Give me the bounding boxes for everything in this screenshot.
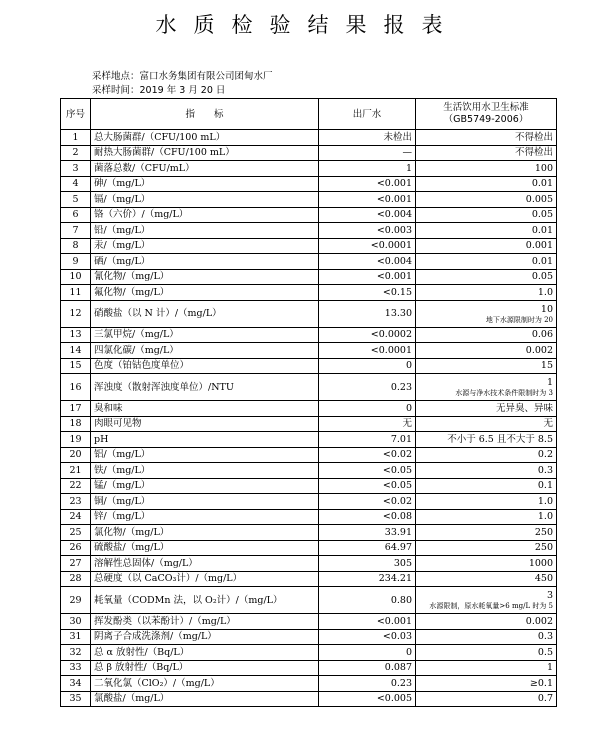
table-row	[61, 571, 557, 587]
row-number: 32	[61, 645, 91, 661]
row-standard: 无异臭、异味	[416, 401, 557, 417]
row-number: 20	[61, 447, 91, 463]
row-standard: 0.3	[416, 463, 557, 479]
row-number: 13	[61, 327, 91, 343]
table-row	[61, 660, 557, 676]
row-item: 三氯甲烷/（mg/L）	[91, 327, 319, 343]
row-outlet-value: <0.001	[319, 269, 416, 285]
row-number: 22	[61, 478, 91, 494]
row-item: 阴离子合成洗涤剂/（mg/L）	[91, 629, 319, 645]
table-row	[61, 343, 557, 359]
row-standard: 0.05	[416, 207, 557, 223]
row-outlet-value: 33.91	[319, 525, 416, 541]
row-item: 铁/（mg/L）	[91, 463, 319, 479]
row-item: 总 β 放射性/（Bq/L）	[91, 660, 319, 676]
table-row	[61, 509, 557, 525]
table-header-row	[61, 99, 557, 130]
row-number: 25	[61, 525, 91, 541]
row-number: 17	[61, 401, 91, 417]
row-item: 锰/（mg/L）	[91, 478, 319, 494]
row-item: 总硬度（以 CaCO₃计）/（mg/L）	[91, 571, 319, 587]
row-standard: 0.005	[416, 192, 557, 208]
table-row	[61, 300, 557, 327]
table-row	[61, 525, 557, 541]
row-item: 二氧化氯（ClO₂）/（mg/L）	[91, 676, 319, 692]
row-outlet-value: 0.80	[319, 587, 416, 614]
table-row	[61, 540, 557, 556]
row-number: 15	[61, 358, 91, 374]
row-outlet-value: 234.21	[319, 571, 416, 587]
row-number: 4	[61, 176, 91, 192]
row-standard: 1.0	[416, 509, 557, 525]
header-item: 指 标	[91, 99, 319, 130]
row-outlet-value: 0	[319, 645, 416, 661]
table-row	[61, 130, 557, 146]
row-standard: 0.5	[416, 645, 557, 661]
row-number: 10	[61, 269, 91, 285]
row-standard: 1.0	[416, 285, 557, 301]
row-number: 11	[61, 285, 91, 301]
row-number: 2	[61, 145, 91, 161]
row-outlet-value: <0.05	[319, 463, 416, 479]
row-item: 氰化物/（mg/L）	[91, 269, 319, 285]
row-number: 14	[61, 343, 91, 359]
table-row	[61, 629, 557, 645]
row-outlet-value: <0.15	[319, 285, 416, 301]
row-standard: 250	[416, 540, 557, 556]
row-standard-note: 水源与净水技术条件限制时为 3	[455, 389, 553, 397]
table-row	[61, 176, 557, 192]
row-outlet-value: 0	[319, 401, 416, 417]
row-number: 7	[61, 223, 91, 239]
row-item: 肉眼可见物	[91, 416, 319, 432]
row-outlet-value: <0.03	[319, 629, 416, 645]
row-standard: 1	[416, 660, 557, 676]
row-outlet-value: 0.23	[319, 374, 416, 401]
table-row	[61, 645, 557, 661]
table-row	[61, 556, 557, 572]
row-number: 21	[61, 463, 91, 479]
header-standard-line2: （GB5749-2006）	[443, 114, 529, 125]
row-number: 3	[61, 161, 91, 177]
row-item: 镉/（mg/L）	[91, 192, 319, 208]
row-standard: 不得检出	[416, 145, 557, 161]
table-row	[61, 494, 557, 510]
row-number: 9	[61, 254, 91, 270]
table-row	[61, 254, 557, 270]
row-item: 耗氧量（CODMn 法，以 O₂计）/（mg/L）	[91, 587, 319, 614]
table-row	[61, 587, 557, 614]
sampling-time: 采样时间：2019 年 3 月 20 日	[92, 85, 226, 96]
table-row	[61, 478, 557, 494]
row-number: 34	[61, 676, 91, 692]
row-standard: 0.7	[416, 691, 557, 707]
header-standard-line1: 生活饮用水卫生标准	[443, 102, 529, 113]
header-outlet: 出厂水	[319, 99, 416, 130]
row-outlet-value: <0.005	[319, 691, 416, 707]
row-outlet-value: <0.08	[319, 509, 416, 525]
row-item: 锌/（mg/L）	[91, 509, 319, 525]
row-standard: 450	[416, 571, 557, 587]
table-row	[61, 285, 557, 301]
row-number: 29	[61, 587, 91, 614]
row-standard	[416, 300, 557, 327]
row-standard	[416, 587, 557, 614]
row-outlet-value: 305	[319, 556, 416, 572]
row-outlet-value: 1	[319, 161, 416, 177]
row-outlet-value: <0.0001	[319, 343, 416, 359]
row-item: 硫酸盐/（mg/L）	[91, 540, 319, 556]
row-number: 12	[61, 300, 91, 327]
row-item: 铝/（mg/L）	[91, 447, 319, 463]
row-standard-note: 水源限制，原水耗氧量>6 mg/L 时为 5	[429, 602, 553, 610]
row-number: 8	[61, 238, 91, 254]
row-standard-value: 1	[546, 377, 553, 388]
row-item: 砷/（mg/L）	[91, 176, 319, 192]
row-standard: 0.05	[416, 269, 557, 285]
row-item: 铅/（mg/L）	[91, 223, 319, 239]
table-row	[61, 447, 557, 463]
table-row	[61, 463, 557, 479]
row-outlet-value: <0.004	[319, 254, 416, 270]
row-item: 色度（铂钴色度单位）	[91, 358, 319, 374]
table-row	[61, 223, 557, 239]
row-outlet-value: 0	[319, 358, 416, 374]
row-standard: 0.001	[416, 238, 557, 254]
row-outlet-value: 7.01	[319, 432, 416, 448]
row-standard: 0.002	[416, 614, 557, 630]
row-number: 19	[61, 432, 91, 448]
table-row	[61, 676, 557, 692]
row-number: 26	[61, 540, 91, 556]
table-row	[61, 207, 557, 223]
row-item: 氯酸盐/（mg/L）	[91, 691, 319, 707]
row-standard: 0.01	[416, 254, 557, 270]
row-number: 35	[61, 691, 91, 707]
row-outlet-value: <0.001	[319, 192, 416, 208]
row-outlet-value: 64.97	[319, 540, 416, 556]
row-outlet-value: 无	[319, 416, 416, 432]
row-item: 挥发酚类（以苯酚计）/（mg/L）	[91, 614, 319, 630]
row-standard: 0.01	[416, 176, 557, 192]
table-row	[61, 691, 557, 707]
row-standard: 100	[416, 161, 557, 177]
table-row	[61, 145, 557, 161]
table-row	[61, 327, 557, 343]
row-standard	[416, 374, 557, 401]
row-standard: 0.002	[416, 343, 557, 359]
header-standard	[416, 99, 557, 130]
table-row	[61, 432, 557, 448]
row-standard: 15	[416, 358, 557, 374]
table-row	[61, 192, 557, 208]
row-item: 总 α 放射性/（Bq/L）	[91, 645, 319, 661]
table-row	[61, 416, 557, 432]
row-outlet-value: 0.23	[319, 676, 416, 692]
row-number: 24	[61, 509, 91, 525]
row-outlet-value: <0.001	[319, 614, 416, 630]
row-outlet-value: <0.001	[319, 176, 416, 192]
row-number: 1	[61, 130, 91, 146]
report-title: 水质检验结果报表	[155, 13, 460, 37]
row-item: 硒/（mg/L）	[91, 254, 319, 270]
row-outlet-value: <0.0001	[319, 238, 416, 254]
table-row	[61, 161, 557, 177]
row-number: 5	[61, 192, 91, 208]
row-outlet-value: <0.0002	[319, 327, 416, 343]
table-row	[61, 401, 557, 417]
row-outlet-value: —	[319, 145, 416, 161]
row-item: 臭和味	[91, 401, 319, 417]
row-outlet-value: 0.087	[319, 660, 416, 676]
row-number: 31	[61, 629, 91, 645]
results-table	[60, 98, 557, 707]
row-standard: 不小于 6.5 且不大于 8.5	[416, 432, 557, 448]
row-number: 23	[61, 494, 91, 510]
row-item: 四氯化碳/（mg/L）	[91, 343, 319, 359]
row-outlet-value: <0.004	[319, 207, 416, 223]
table-row	[61, 614, 557, 630]
row-standard: 0.2	[416, 447, 557, 463]
table-body	[61, 130, 557, 707]
row-outlet-value: <0.02	[319, 494, 416, 510]
row-standard: 不得检出	[416, 130, 557, 146]
row-standard: 0.3	[416, 629, 557, 645]
row-number: 30	[61, 614, 91, 630]
row-item: 总大肠菌群/（CFU/100 mL）	[91, 130, 319, 146]
row-item: 铜/（mg/L）	[91, 494, 319, 510]
row-number: 18	[61, 416, 91, 432]
row-item: 菌落总数/（CFU/mL）	[91, 161, 319, 177]
row-outlet-value: 未检出	[319, 130, 416, 146]
sampling-location: 采样地点：富口水务集团有限公司团甸水厂	[92, 71, 273, 82]
row-number: 6	[61, 207, 91, 223]
row-item: 耐热大肠菌群/（CFU/100 mL）	[91, 145, 319, 161]
row-item: 铬（六价）/（mg/L）	[91, 207, 319, 223]
row-item: 浑浊度（散射浑浊度单位）/NTU	[91, 374, 319, 401]
row-standard: 250	[416, 525, 557, 541]
table-row	[61, 358, 557, 374]
row-standard: 无	[416, 416, 557, 432]
header-no: 序号	[61, 99, 91, 130]
row-number: 28	[61, 571, 91, 587]
row-standard-value: 3	[546, 590, 553, 601]
row-number: 27	[61, 556, 91, 572]
row-item: pH	[91, 432, 319, 448]
row-standard: 1.0	[416, 494, 557, 510]
row-standard-note: 地下水源限制时为 20	[485, 315, 553, 324]
row-item: 硝酸盐（以 N 计）/（mg/L）	[91, 300, 319, 327]
row-standard: 1000	[416, 556, 557, 572]
row-number: 33	[61, 660, 91, 676]
row-standard-value: 10	[540, 303, 553, 315]
table-row	[61, 269, 557, 285]
table-row	[61, 238, 557, 254]
row-outlet-value: 13.30	[319, 300, 416, 327]
row-outlet-value: <0.02	[319, 447, 416, 463]
row-outlet-value: <0.05	[319, 478, 416, 494]
row-outlet-value: <0.003	[319, 223, 416, 239]
table-row	[61, 374, 557, 401]
row-standard: 0.06	[416, 327, 557, 343]
row-standard: ≥0.1	[416, 676, 557, 692]
row-standard: 0.1	[416, 478, 557, 494]
row-item: 溶解性总固体/（mg/L）	[91, 556, 319, 572]
row-item: 氯化物/（mg/L）	[91, 525, 319, 541]
row-standard: 0.01	[416, 223, 557, 239]
row-item: 汞/（mg/L）	[91, 238, 319, 254]
row-item: 氟化物/（mg/L）	[91, 285, 319, 301]
row-number: 16	[61, 374, 91, 401]
